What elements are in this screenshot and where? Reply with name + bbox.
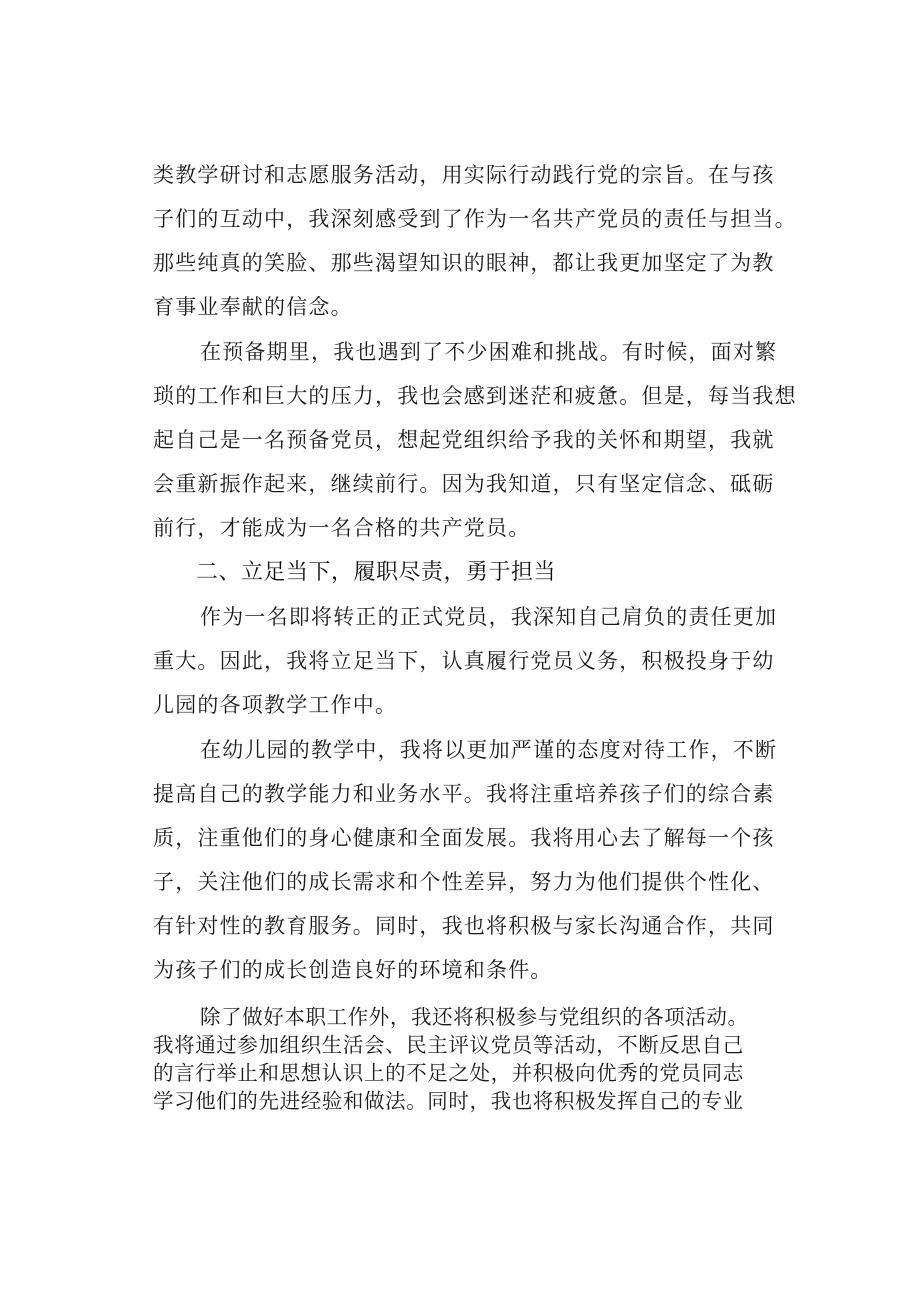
body-text-line: 类教学研讨和志愿服务活动，用实际行动践行党的宗旨。在与孩: [153, 163, 775, 187]
body-text-line: 育事业奉献的信念。: [153, 295, 353, 319]
body-text-line: 质，注重他们的身心健康和全面发展。我将用心去了解每一个孩: [153, 826, 775, 850]
paragraph-first-line: 除了做好本职工作外，我还将积极参与党组织的各项活动。: [200, 1005, 749, 1029]
body-text-line: 学习他们的先进经验和做法。同时，我也将积极发挥自己的专业: [153, 1089, 744, 1113]
body-text-line: 起自己是一名预备党员，想起党组织给予我的关怀和期望，我就: [153, 428, 775, 452]
body-text-line: 琐的工作和巨大的压力，我也会感到迷茫和疲惫。但是，每当我想: [153, 384, 797, 408]
paragraph-first-line: 在预备期里，我也遇到了不少困难和挑战。有时候，面对繁: [200, 340, 778, 364]
section-heading: 二、立足当下，履职尽责，勇于担当: [196, 560, 557, 585]
body-text-line: 的言行举止和思想认识上的不足之处，并积极向优秀的党员同志: [153, 1061, 744, 1085]
paragraph-first-line: 在幼儿园的教学中，我将以更加严谨的态度对待工作，不断: [200, 738, 778, 762]
body-text-line: 那些纯真的笑脸、那些渴望知识的眼神，都让我更加坚定了为教: [153, 251, 775, 275]
body-text-line: 我将通过参加组织生活会、民主评议党员等活动，不断反思自己: [153, 1033, 744, 1057]
paragraph-first-line: 作为一名即将转正的正式党员，我深知自己肩负的责任更加: [200, 605, 778, 629]
body-text-line: 提高自己的教学能力和业务水平。我将注重培养孩子们的综合素: [153, 782, 775, 806]
body-text-line: 前行，才能成为一名合格的共产党员。: [153, 516, 531, 540]
body-text-line: 有针对性的教育服务。同时，我也将积极与家长沟通合作，共同: [153, 914, 775, 938]
body-text-line: 会重新振作起来，继续前行。因为我知道，只有坚定信念、砥砺: [153, 472, 775, 496]
body-text-line: 重大。因此，我将立足当下，认真履行党员义务，积极投身于幼: [153, 649, 775, 673]
body-text-line: 儿园的各项教学工作中。: [153, 693, 398, 717]
body-text-line: 为孩子们的成长创造良好的环境和条件。: [153, 958, 553, 982]
body-text-line: 子们的互动中，我深刻感受到了作为一名共产党员的责任与担当。: [153, 207, 797, 231]
body-text-line: 子，关注他们的成长需求和个性差异，努力为他们提供个性化、: [153, 870, 775, 894]
